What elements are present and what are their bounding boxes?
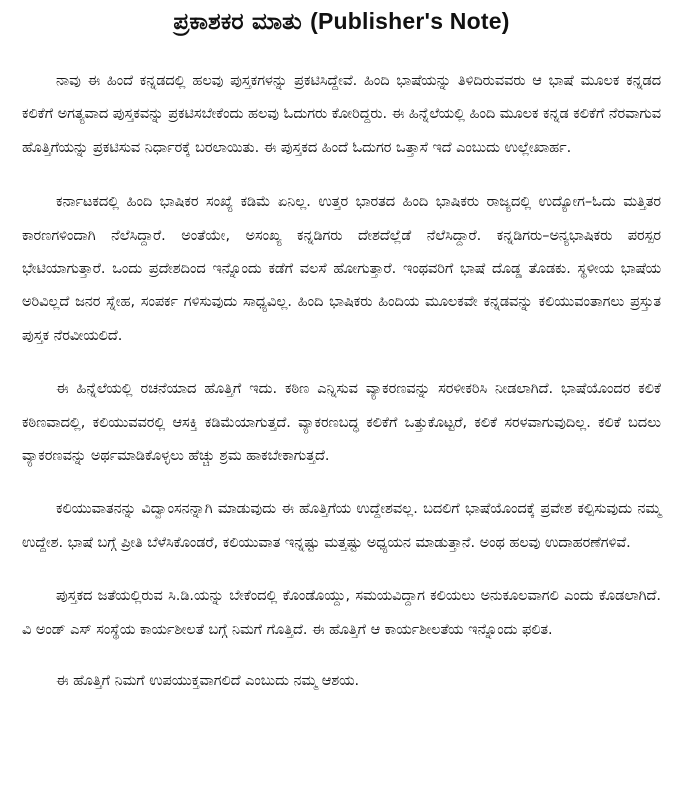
paragraph-5: ಪುಸ್ತಕದ ಜತೆಯಲ್ಲಿರುವ ಸಿ.ಡಿ.ಯನ್ನು ಬೇಕೆಂದಲ್ಲಿ ಕೊಂಡೊಯ್ದು, ಸಮಯವಿದ್ದಾಗ ಕಲಿಯಲು ಅನುಕೂಲವಾಗಲಿ ಎಂದು ಕೊಡಲಾಗಿದೆ. ವಿ ಅಂಡ್ ಎಸ್ ಸಂಸ್ಥೆಯ ಕಾರ್ಯಶೀಲತೆ ಬಗ್ಗೆ ನಿಮಗೆ ಗೊತ್ತಿದೆ. ಈ ಹೊತ್ತಿಗೆ ಆ ಕಾರ್ಯಶೀಲತೆಯ ಇನ್ನೊಂದು ಫಲಿತ. (22, 588, 661, 638)
paragraph-1: ನಾವು ಈ ಹಿಂದೆ ಕನ್ನಡದಲ್ಲಿ ಹಲವು ಪುಸ್ತಕಗಳನ್ನು ಪ್ರಕಟಿಸಿದ್ದೇವೆ. ಹಿಂದಿ ಭಾಷೆಯನ್ನು ತಿಳಿದಿರುವವರು ಆ ಭಾಷೆ ಮೂಲಕ ಕನ್ನಡದ ಕಲಿಕೆಗೆ ಅಗತ್ಯವಾದ ಪುಸ್ತಕವನ್ನು ಪ್ರಕಟಿಸಬೇಕೆಂದು ಹಲವು ಓದುಗರು ಕೋರಿದ್ದರು. ಈ ಹಿನ್ನೆಲೆಯಲ್ಲಿ ಹಿಂದಿ ಮೂಲಕ ಕನ್ನಡ ಕಲಿಕೆಗೆ ನೆರವಾಗುವ ಹೊತ್ತಿಗೆಯನ್ನು ಪ್ರಕಟಿಸುವ ನಿರ್ಧಾರಕ್ಕೆ ಬರಲಾಯಿತು. ಈ ಪುಸ್ತಕದ ಹಿಂದೆ ಓದುಗರ ಒತ್ತಾಸೆ ಇದೆ ಎಂಬುದು ಉಲ್ಲೇಖಾರ್ಹ. (22, 73, 661, 156)
title-kannada: ಪ್ರಕಾಶಕರ ಮಾತು (173, 9, 302, 35)
paragraph-4: ಕಲಿಯುವಾತನನ್ನು ವಿದ್ವಾಂಸನನ್ನಾಗಿ ಮಾಡುವುದು ಈ ಹೊತ್ತಿಗೆಯ ಉದ್ದೇಶವಲ್ಲ. ಬದಲಿಗೆ ಭಾಷೆಯೊಂದಕ್ಕೆ ಪ್ರವೇಶ ಕಲ್ಪಿಸುವುದು ನಮ್ಮ ಉದ್ದೇಶ. ಭಾಷೆ ಬಗ್ಗೆ ಪ್ರೀತಿ ಬೆಳೆಸಿಕೊಂಡರೆ, ಕಲಿಯುವಾತ ಇನ್ನಷ್ಟು ಮತ್ತಷ್ಟು ಅಧ್ಯಯನ ಮಾಡುತ್ತಾನೆ. ಅಂಥ ಹಲವು ಉದಾಹರಣೆಗಳಿವೆ. (22, 501, 661, 551)
paragraph-3: ಈ ಹಿನ್ನೆಲೆಯಲ್ಲಿ ರಚನೆಯಾದ ಹೊತ್ತಿಗೆ ಇದು. ಕಠಿಣ ಎನ್ನಿಸುವ ವ್ಯಾಕರಣವನ್ನು ಸರಳೀಕರಿಸಿ ನೀಡಲಾಗಿದೆ. ಭಾಷೆಯೊಂದರ ಕಲಿಕೆ ಕಠಿಣವಾದಲ್ಲಿ, ಕಲಿಯುವವರಲ್ಲಿ ಆಸಕ್ತಿ ಕಡಿಮೆಯಾಗುತ್ತದೆ. ವ್ಯಾಕರಣಬದ್ಧ ಕಲಿಕೆಗೆ ಒತ್ತುಕೊಟ್ಟರೆ, ಕಲಿಕೆ ಸರಳವಾಗುವುದಿಲ್ಲ. ಕಲಿಕೆ ಬದಲು ವ್ಯಾಕರಣವನ್ನು ಅರ್ಥಮಾಡಿಕೊಳ್ಳಲು ಹೆಚ್ಚು ಶ್ರಮ ಹಾಕಬೇಕಾಗುತ್ತದೆ. (22, 381, 661, 465)
paragraph-2: ಕರ್ನಾಟಕದಲ್ಲಿ ಹಿಂದಿ ಭಾಷಿಕರ ಸಂಖ್ಯೆ ಕಡಿಮೆ ಏನಿಲ್ಲ. ಉತ್ತರ ಭಾರತದ ಹಿಂದಿ ಭಾಷಿಕರು ರಾಜ್ಯದಲ್ಲಿ ಉದ್ಯೋಗ–ಓದು ಮತ್ತಿತರ ಕಾರಣಗಳಿಂದಾಗಿ ನೆಲೆಸಿದ್ದಾರೆ. ಅಂತೆಯೇ, ಅಸಂಖ್ಯ ಕನ್ನಡಿಗರು ದೇಶದೆಲ್ಲೆಡೆ ನೆಲೆಸಿದ್ದಾರೆ. ಕನ್ನಡಿಗರು–ಅನ್ಯಭಾಷಿಕರು ಪರಸ್ಪರ ಭೇಟಿಯಾಗುತ್ತಾರೆ. ಒಂದು ಪ್ರದೇಶದಿಂದ ಇನ್ನೊಂದು ಕಡೆಗೆ ವಲಸೆ ಹೋಗುತ್ತಾರೆ. ಇಂಥವರಿಗೆ ಭಾಷೆ ದೊಡ್ಡ ತೊಡಕು. ಸ್ಥಳೀಯ ಭಾಷೆಯ ಅರಿವಿಲ್ಲದೆ ಜನರ ಸ್ನೇಹ, ಸಂಪರ್ಕ ಗಳಿಸುವುದು ಸಾಧ್ಯವಿಲ್ಲ. ಹಿಂದಿ ಭಾಷಿಕರು ಹಿಂದಿಯ ಮೂಲಕವೇ ಕನ್ನಡವನ್ನು ಕಲಿಯುವಂತಾಗಲು ಪ್ರಸ್ತುತ ಪುಸ್ತಕ ನೆರವೀಯಲಿದೆ. (22, 194, 661, 344)
page-title (22, 4, 661, 37)
title-english: (Publisher's Note) (310, 8, 510, 34)
paragraph-6: ಈ ಹೊತ್ತಿಗೆ ನಿಮಗೆ ಉಪಯುಕ್ತವಾಗಲಿದೆ ಎಂಬುದು ನಮ್ಮ ಆಶಯ. (56, 673, 360, 690)
